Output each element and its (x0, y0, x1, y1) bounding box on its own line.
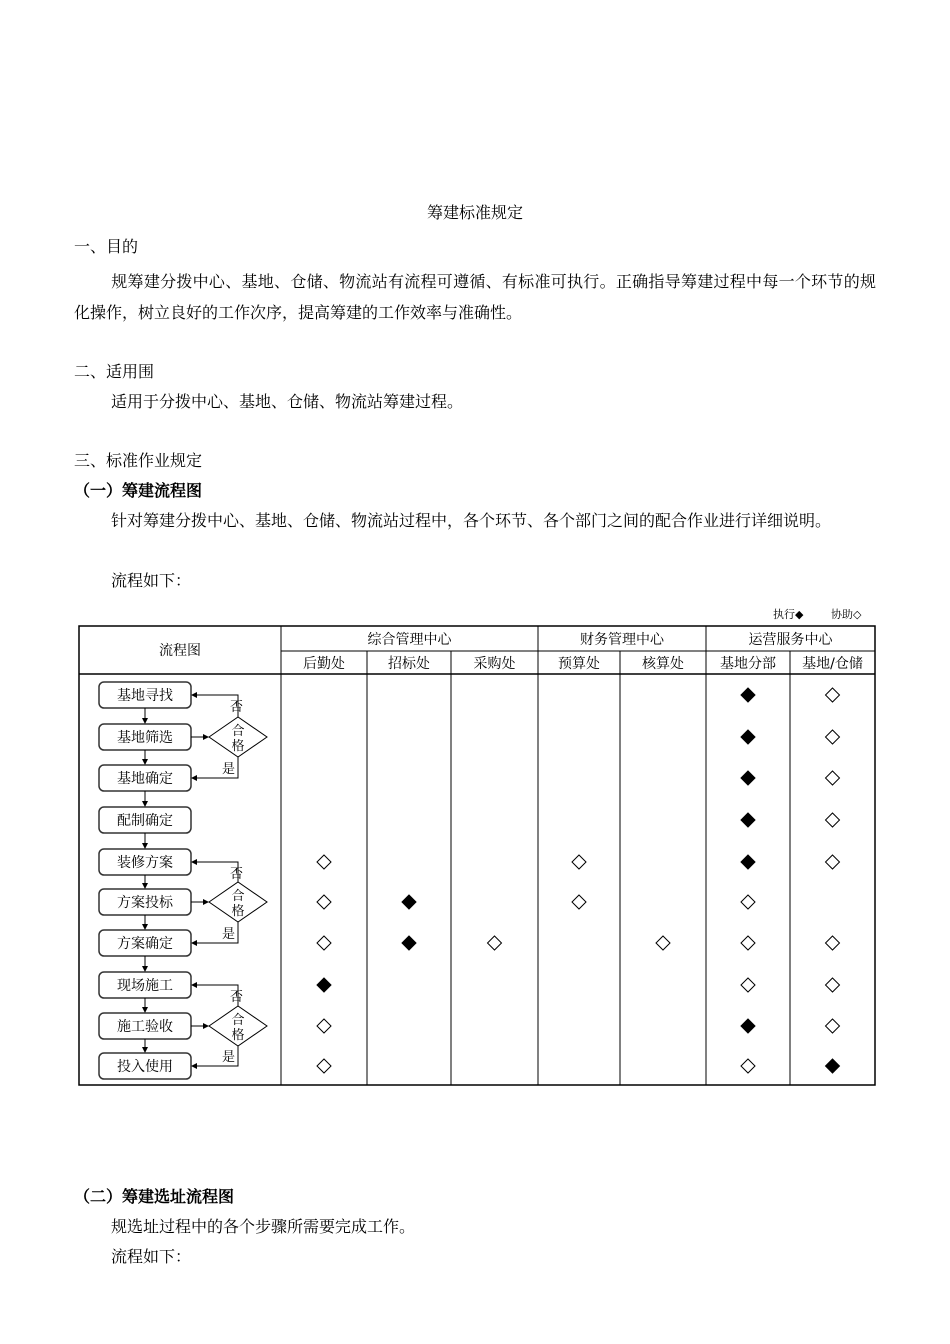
decision-label: 格 (231, 1028, 245, 1043)
section-2-body: 适用于分拨中心、基地、仓储、物流站筹建过程。 (111, 392, 464, 411)
column-header: 核算处 (642, 656, 684, 672)
assist-mark (826, 936, 840, 950)
assist-mark (741, 936, 755, 950)
decision-label: 格 (231, 739, 245, 754)
assist-mark (572, 895, 586, 909)
column-header: 采购处 (473, 656, 516, 672)
column-header: 基地分部 (720, 656, 776, 672)
assist-mark (741, 895, 755, 909)
column-header: 基地/仓储 (802, 656, 863, 672)
assist-mark (317, 855, 331, 869)
subsection-2-heading: （二）筹建选址流程图 (74, 1187, 235, 1206)
section-2-heading: 二、适用围 (74, 362, 155, 381)
flow-header: 流程图 (159, 643, 201, 659)
step-label: 基地确定 (117, 771, 173, 787)
decision-label: 格 (231, 904, 245, 919)
section-3-heading: 三、标准作业规定 (74, 451, 203, 470)
no-label: 否 (230, 990, 244, 1005)
decision-label: 合 (231, 724, 245, 739)
section-1-heading: 一、目的 (74, 237, 139, 256)
step-label: 装修方案 (117, 855, 173, 871)
assist-mark (317, 936, 331, 950)
execute-mark (402, 895, 416, 909)
step-label: 施工验收 (117, 1019, 173, 1035)
section-1-text: 规筹建分拨中心、基地、仓储、物流站有流程可遵循、有标准可执行。正确指导筹建过程中每一个环节的规化操作，树立良好的工作次序，提高筹建的工作效率与准确性。 (74, 272, 876, 322)
flow-intro-label-2: 流程如下： (111, 1247, 192, 1266)
step-label: 基地筛选 (117, 730, 173, 746)
step-label: 投入使用 (117, 1059, 173, 1075)
assist-mark (656, 936, 670, 950)
assist-mark (826, 771, 840, 785)
execute-mark (741, 1019, 755, 1033)
assist-mark (317, 895, 331, 909)
column-header: 招标处 (388, 656, 430, 672)
group-header: 综合管理中心 (367, 632, 452, 648)
subsection-1-heading: （一）筹建流程图 (74, 481, 203, 500)
assist-mark (741, 978, 755, 992)
no-label: 否 (230, 867, 244, 882)
group-header: 运营服务中心 (748, 632, 833, 648)
decision-label: 合 (231, 1013, 245, 1028)
assist-mark (826, 855, 840, 869)
column-header: 预算处 (558, 656, 600, 672)
yes-label: 是 (222, 762, 236, 777)
step-label: 方案确定 (117, 936, 173, 952)
execute-mark (402, 936, 416, 950)
decision-label: 合 (231, 889, 245, 904)
assist-mark (572, 855, 586, 869)
step-label: 基地寻找 (117, 688, 173, 704)
assist-mark (317, 1059, 331, 1073)
step-label: 方案投标 (117, 895, 173, 911)
group-header: 财务管理中心 (580, 632, 664, 648)
yes-label: 是 (222, 1050, 236, 1065)
flow-intro-label: 流程如下： (111, 571, 192, 590)
document-title: 筹建标准规定 (426, 203, 523, 222)
execute-mark (741, 688, 755, 702)
assist-mark (317, 1019, 331, 1033)
assist-mark (826, 730, 840, 744)
subsection-2-body: 规选址过程中的各个步骤所需要完成工作。 (111, 1217, 416, 1236)
no-label: 否 (230, 700, 244, 715)
yes-label: 是 (222, 927, 236, 942)
assist-mark (826, 813, 840, 827)
assist-mark (826, 688, 840, 702)
execute-mark (826, 1059, 840, 1073)
subsection-1-text: 针对筹建分拨中心、基地、仓储、物流站过程中，各个环节、各个部门之间的配合作业进行详细说明。 (111, 511, 832, 530)
execute-mark (741, 771, 755, 785)
assist-mark (826, 1019, 840, 1033)
execute-mark (741, 855, 755, 869)
column-header: 后勤处 (303, 656, 345, 672)
assist-mark (488, 936, 502, 950)
step-label: 配制确定 (117, 813, 173, 829)
assist-mark (741, 1059, 755, 1073)
legend-assist: 协助◇ (831, 608, 862, 621)
assist-mark (826, 978, 840, 992)
step-label: 现场施工 (117, 978, 173, 994)
legend-execute: 执行◆ (773, 608, 804, 621)
execute-mark (741, 730, 755, 744)
execute-mark (317, 978, 331, 992)
execute-mark (741, 813, 755, 827)
